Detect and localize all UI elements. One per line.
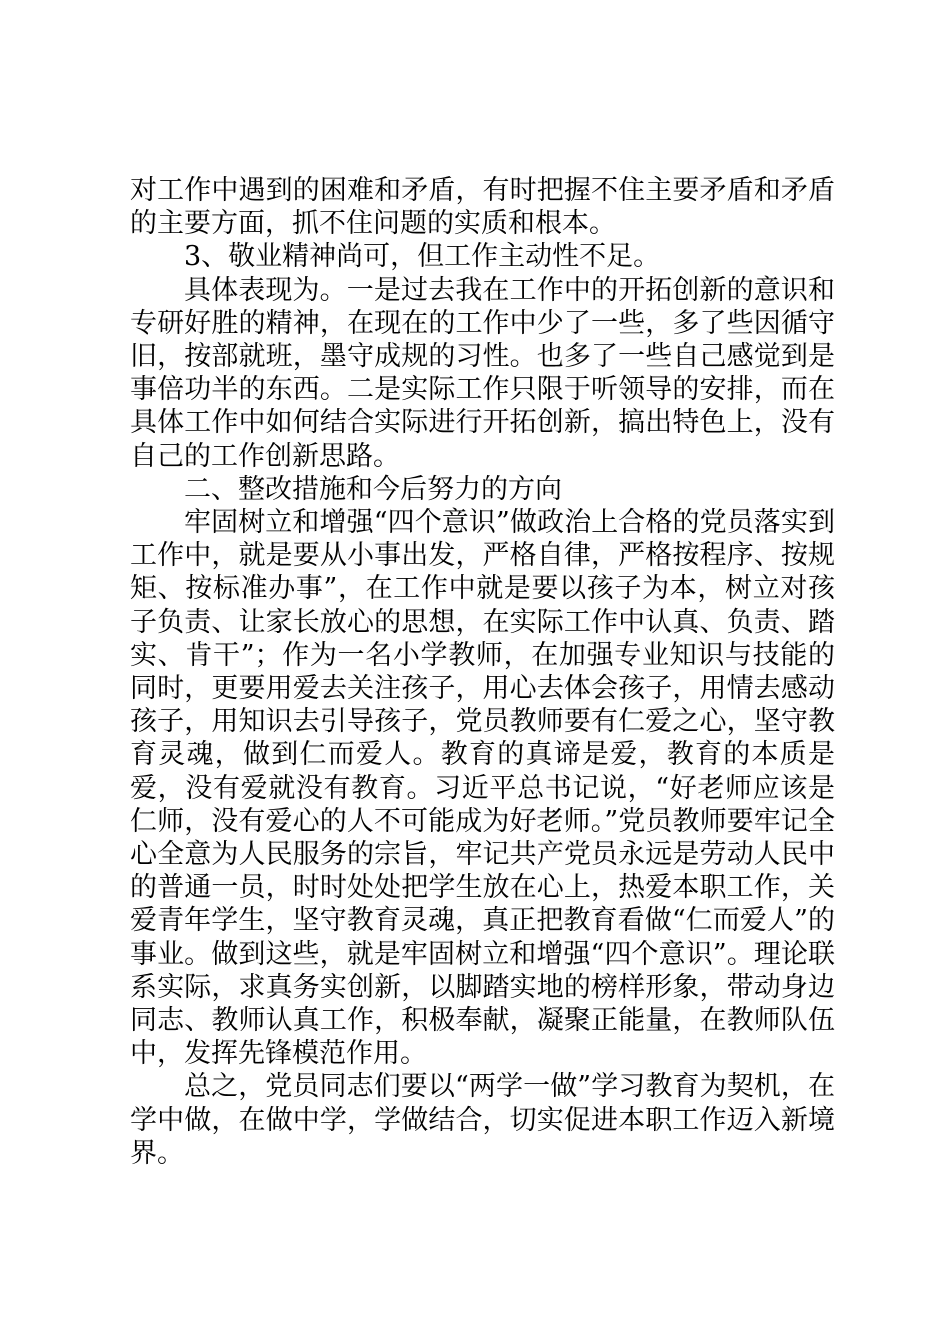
paragraph-manifestation: 具体表现为。一是过去我在工作中的开拓创新的意识和专研好胜的精神，在现在的工作中少了一些，多了些因循守旧，按部就班，墨守成规的习性。也多了一些自己感觉到是事倍功半的东西。二是实际工作只限于听领导的安排，而在具体工作中如何结合实际进行开拓创新，搞出特色上，没有自己的工作创新思路。 (130, 274, 835, 472)
section-heading-rectification: 二、整改措施和今后努力的方向 (184, 473, 562, 505)
paragraph-continuation: 对工作中遇到的困难和矛盾，有时把握不住主要矛盾和矛盾的主要方面，抓不住问题的实质和根本。 (130, 175, 835, 240)
document-page (130, 174, 835, 1170)
paragraph-conclusion: 总之，党员同志们要以“两学一做”学习教育为契机，在学中做，在做中学，学做结合，切实促进本职工作迈入新境界。 (130, 1071, 835, 1169)
paragraph-point-3: 3、敬业精神尚可，但工作主动性不足。 (184, 241, 661, 273)
paragraph-four-consciousness: 牢固树立和增强“四个意识”做政治上合格的党员落实到工作中，就是要从小事出发，严格自律，严格按程序、按规矩、按标准办事”，在工作中就是要以孩子为本，树立对孩子负责、让家长放心的思想，在实际工作中认真、负责、踏实、肯干”；作为一名小学教师，在加强专业知识与技能的同时，更要用爱去关注孩子，用心去体会孩子，用情去感动孩子，用知识去引导孩子，党员教师要有仁爱之心，坚守教育灵魂，做到仁而爱人。教育的真谛是爱，教育的本质是爱，没有爱就没有教育。习近平总书记说，“好老师应该是仁师，没有爱心的人不可能成为好老师。”党员教师要牢记全心全意为人民服务的宗旨，牢记共产党员永远是劳动人民中的普通一员，时时处处把学生放在心上，热爱本职工作，关爱青年学生，坚守教育灵魂，真正把教育看做“仁而爱人”的事业。做到这些，就是牢固树立和增强“四个意识”。理论联系实际，求真务实创新，以脚踏实地的榜样形象，带动身边同志、教师认真工作，积极奉献，凝聚正能量，在教师队伍中，发挥先锋模范作用。 (130, 507, 835, 1070)
